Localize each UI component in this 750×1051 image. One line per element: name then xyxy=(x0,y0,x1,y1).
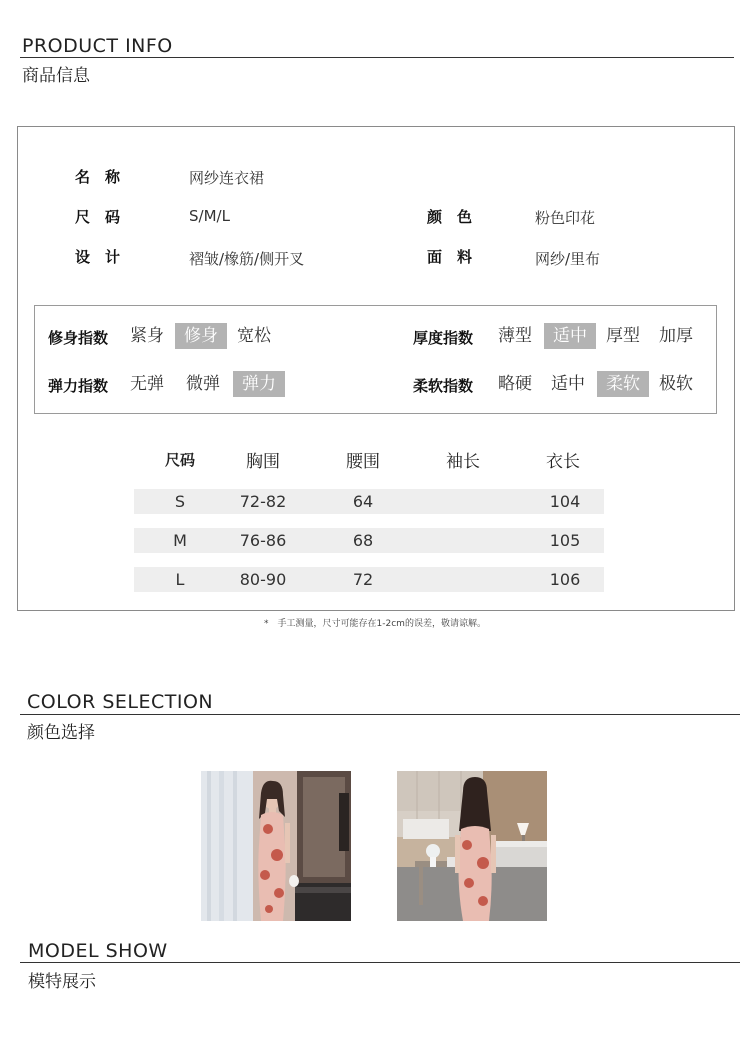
fit-option: 紧身 xyxy=(130,326,164,346)
product-info-subtitle: 商品信息 xyxy=(22,66,90,86)
table-cell: 64 xyxy=(352,492,374,511)
table-row xyxy=(134,567,604,592)
size-label: 尺 码 xyxy=(75,208,121,226)
size-table-header: 胸围 xyxy=(246,452,280,472)
thickness-option: 薄型 xyxy=(498,326,532,346)
model-photo-back xyxy=(397,771,547,921)
table-cell xyxy=(433,489,493,514)
thickness-option-selected: 适中 xyxy=(544,323,596,349)
elasticity-option: 微弹 xyxy=(186,374,220,394)
thickness-option: 加厚 xyxy=(659,326,693,346)
table-cell: 106 xyxy=(549,570,581,589)
fabric-label: 面 料 xyxy=(427,248,473,266)
name-value: 网纱连衣裙 xyxy=(189,169,265,187)
model-show-divider xyxy=(20,962,740,963)
product-info-title: PRODUCT INFO xyxy=(22,35,173,57)
thickness-index-label: 厚度指数 xyxy=(413,329,474,347)
size-table-header: 腰围 xyxy=(346,452,380,472)
indices-box xyxy=(34,305,717,414)
size-table-header: 衣长 xyxy=(546,452,580,472)
table-cell: 105 xyxy=(549,531,581,550)
table-cell: 72-82 xyxy=(239,492,287,511)
design-value: 褶皱/橡筋/侧开叉 xyxy=(189,250,305,268)
size-table-header: 尺码 xyxy=(164,451,195,469)
fit-index-label: 修身指数 xyxy=(48,329,109,347)
table-cell: 104 xyxy=(549,492,581,511)
name-label: 名 称 xyxy=(75,168,121,186)
table-cell xyxy=(433,567,493,592)
table-cell: 68 xyxy=(352,531,374,550)
table-row xyxy=(134,528,604,553)
fabric-value: 网纱/里布 xyxy=(535,250,601,268)
softness-index-label: 柔软指数 xyxy=(413,377,474,395)
table-cell xyxy=(433,528,493,553)
model-show-subtitle: 模特展示 xyxy=(28,972,96,992)
table-cell: S xyxy=(174,492,186,511)
fit-option-selected: 修身 xyxy=(175,323,227,349)
product-info-divider xyxy=(20,57,734,58)
table-cell: 76-86 xyxy=(239,531,287,550)
elasticity-index-label: 弹力指数 xyxy=(48,377,109,395)
table-cell: M xyxy=(173,531,187,550)
table-cell: 72 xyxy=(352,570,374,589)
color-label: 颜 色 xyxy=(427,208,473,226)
color-selection-subtitle: 颜色选择 xyxy=(27,723,95,743)
size-table-header: 袖长 xyxy=(446,452,480,472)
table-row xyxy=(134,489,604,514)
table-cell: L xyxy=(175,570,185,589)
model-photo-front xyxy=(201,771,351,921)
softness-option: 适中 xyxy=(551,374,585,394)
size-value: S/M/L xyxy=(189,207,230,225)
table-cell: 80-90 xyxy=(239,570,287,589)
color-selection-title: COLOR SELECTION xyxy=(27,691,214,713)
model-show-title: MODEL SHOW xyxy=(28,940,168,962)
fit-option: 宽松 xyxy=(237,326,271,346)
softness-option-selected: 柔软 xyxy=(597,371,649,397)
measurement-note: * 手工测量，尺寸可能存在1-2cm的误差，敬请谅解。 xyxy=(264,619,486,629)
color-value: 粉色印花 xyxy=(535,209,596,227)
design-label: 设 计 xyxy=(75,248,121,266)
elasticity-option: 无弹 xyxy=(130,374,164,394)
elasticity-option-selected: 弹力 xyxy=(233,371,285,397)
thickness-option: 厚型 xyxy=(606,326,640,346)
softness-option: 极软 xyxy=(659,374,693,394)
color-selection-divider xyxy=(20,714,740,715)
softness-option: 略硬 xyxy=(498,374,532,394)
